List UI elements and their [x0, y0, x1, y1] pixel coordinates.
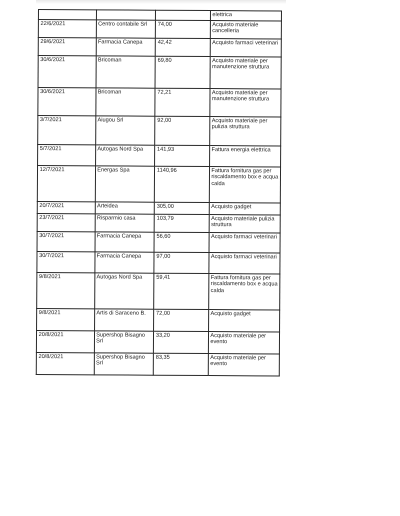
amount-cell: 83,35	[154, 353, 209, 375]
supplier-cell: Bricoman	[96, 56, 156, 88]
amount-cell: 56,60	[154, 232, 209, 252]
table-row	[37, 251, 280, 273]
amount-cell: 1140,96	[155, 166, 210, 202]
description-cell: Acquisto gadget	[208, 310, 279, 332]
description-cell: Acquisto gadget	[209, 203, 280, 215]
amount-cell: 103,79	[154, 214, 209, 232]
description-cell: Fattura energia elettrica	[209, 146, 280, 167]
supplier-cell: Farmacia Canepa	[95, 232, 155, 252]
description-cell: elettrica	[210, 11, 281, 21]
table-row	[38, 145, 281, 167]
date-cell: 9/8/2021	[37, 272, 95, 308]
table-row	[37, 231, 280, 252]
supplier-cell: Energas Spa	[95, 166, 155, 202]
supplier-cell: Farmacia Canepa	[96, 38, 156, 56]
description-cell: Acquisto materiale cancelleria	[210, 21, 281, 39]
table-row	[38, 38, 281, 57]
description-cell: Acquisto materiale per manutenzione struttura	[210, 57, 281, 89]
date-cell: 20/8/2021	[36, 330, 94, 352]
amount-cell: 97,00	[154, 252, 209, 273]
date-cell: 30/7/2021	[37, 231, 95, 251]
date-cell: 30/6/2021	[38, 88, 96, 116]
date-cell: 5/7/2021	[38, 145, 96, 166]
amount-cell: 141,93	[155, 145, 210, 166]
supplier-cell: Centro contabile Srl	[96, 20, 156, 38]
date-cell: 20/7/2021	[37, 201, 95, 213]
table-row	[38, 20, 281, 39]
amount-cell: 74,00	[156, 20, 211, 38]
amount-cell	[156, 10, 211, 20]
description-cell: Acquisto materiale per evento	[208, 332, 279, 354]
supplier-cell: Bricoman	[95, 88, 155, 116]
amount-cell: 92,00	[155, 116, 210, 145]
table-row	[37, 166, 280, 203]
table-row	[38, 116, 281, 146]
table-row	[36, 352, 279, 375]
date-cell	[38, 10, 96, 20]
table-row	[36, 330, 279, 353]
amount-cell: 33,20	[154, 331, 209, 353]
supplier-cell: Aiugou Srl	[95, 116, 155, 145]
date-cell: 22/6/2021	[38, 20, 96, 38]
date-cell: 12/7/2021	[37, 166, 95, 202]
description-cell: Fattura fornitura gas per riscaldamento box e acqua calda	[208, 274, 279, 310]
date-cell: 20/8/2021	[36, 352, 94, 374]
date-cell: 29/6/2021	[38, 38, 96, 56]
date-cell: 30/7/2021	[37, 251, 95, 272]
description-cell: Acquisto materiale per evento	[208, 354, 279, 376]
amount-cell: 59,41	[154, 273, 209, 309]
date-cell: 3/7/2021	[38, 116, 96, 145]
date-cell: 23/7/2021	[37, 213, 95, 231]
scan-shadow	[36, 0, 286, 4]
table-row	[38, 88, 281, 117]
amount-cell: 72,00	[154, 309, 209, 331]
description-cell: Acquisto farmaci veterinari	[210, 39, 281, 57]
description-cell: Acquisto materiale per manutenzione struttura	[210, 89, 281, 117]
supplier-cell: Autogas Nord Spa	[95, 145, 155, 166]
supplier-cell: Arteidea	[95, 202, 155, 214]
supplier-cell: Risparmio casa	[95, 214, 155, 232]
description-cell: Fattura fornitura gas per riscaldamento box e acqua calda	[209, 167, 280, 203]
description-cell: Acquisto farmaci veterinari	[209, 253, 280, 274]
table-row	[37, 272, 280, 309]
supplier-cell: Autogas Nord Spa	[94, 273, 154, 309]
supplier-cell: Supershop Bisagno Srl	[94, 331, 154, 353]
date-cell: 9/8/2021	[37, 308, 95, 330]
blank-page-area	[0, 410, 400, 516]
date-cell: 30/6/2021	[38, 56, 96, 88]
supplier-cell: Supershop Bisagno Srl	[94, 353, 154, 375]
supplier-cell: Artis di Saraceno B.	[94, 309, 154, 331]
supplier-cell: Farmacia Canepa	[94, 252, 154, 273]
table-row	[38, 56, 281, 89]
amount-cell: 69,80	[155, 56, 210, 88]
expense-table	[36, 9, 282, 376]
table-row	[37, 308, 280, 331]
amount-cell: 72,21	[155, 88, 210, 116]
amount-cell: 42,42	[156, 38, 211, 56]
amount-cell: 305,00	[155, 202, 210, 214]
description-cell: Acquisto farmaci veterinari	[209, 233, 280, 253]
description-cell: Acquisto materiale per pulizia struttura	[209, 117, 280, 146]
table-row	[37, 213, 280, 232]
supplier-cell	[96, 10, 156, 20]
description-cell: Acquisto materiale pulizia struttura	[209, 215, 280, 233]
